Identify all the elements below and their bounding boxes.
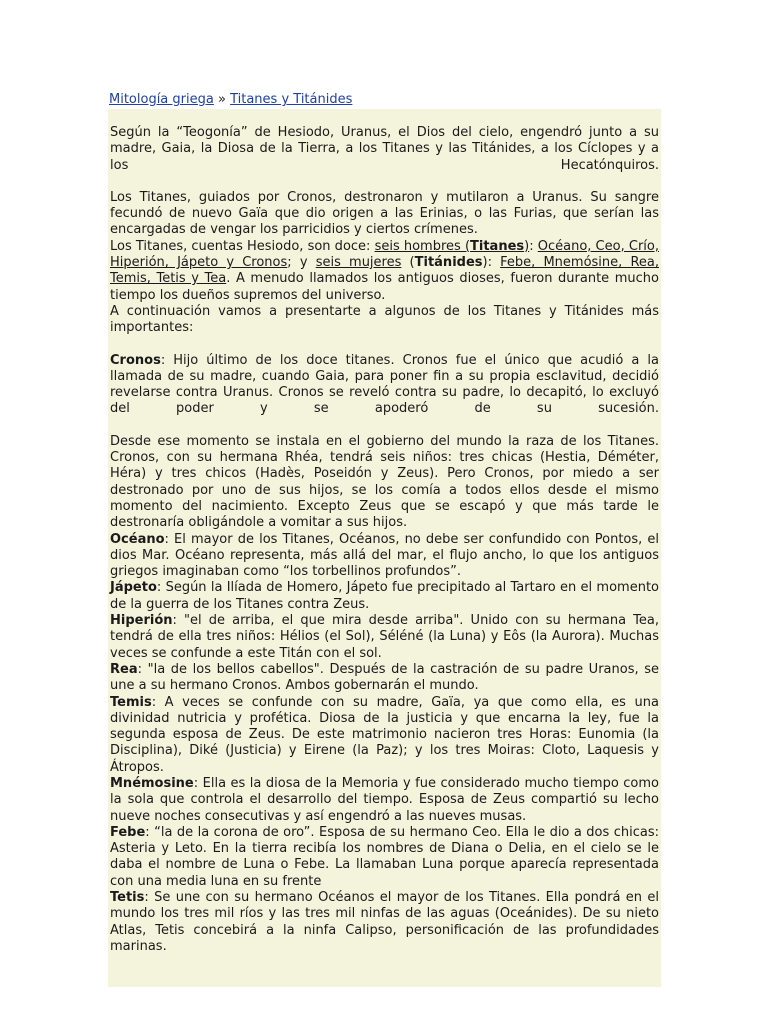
intro-paragraph-doce: Los Titanes, cuentas Hesiodo, son doce: seis hombres (Titanes): Océano, Ceo, Crío, Hiperión, Jápeto y Cronos; y seis mujeres (Titánides): Febe, Mnemósine, Rea, Temis, Tetis y Tea. A menudo llamados los antiguos dioses, fueron durante mucho tiempo los dueños supremos del universo. <box>110 238 659 303</box>
breadcrumb <box>109 91 352 109</box>
article-body <box>108 109 661 987</box>
entry-tetis: Tetis: Se une con su hermano Océanos el mayor de los Titanes. Ella pondrá en el mundo los tres mil ríos y las tres mil ninfas de las aguas (Oceánides). De su nieto Atlas, Tetis concebirá a la ninfa Calipso, personificación de las profundidades marinas. <box>110 890 659 954</box>
entry-cronos-continued: Desde ese momento se instala en el gobierno del mundo la raza de los Titanes. Cronos, con su hermana Rhéa, tendrá seis niños: tres chicas (Hestia, Déméter, Héra) y tres chicos (Hadès, Poseidón y Zeus). Pero Cronos, por miedo a ser destronado por uno de sus hijos, se los comía a todos ellos desde el mismo momento del nacimiento. Excepto Zeus que se escapó y que más tarde le destronaría obligándole a vomitar a sus hijos. <box>110 433 659 531</box>
seis-mujeres-link: seis mujeres <box>315 255 402 271</box>
entry-hiperion: Hiperión: "el de arriba, el que mira desde arriba". Unido con su hermana Tea, tendrá de ella tres niños: Hélios (el Sol), Séléné (la Luna) y Eôs (la Aurora). Muchas veces se confunde a este Titán con el sol. <box>110 613 659 661</box>
entry-oceano: Océano: El mayor de los Titanes, Océanos, no debe ser confundido con Pontos, el dios Mar. Océano representa, más allá del mar, el flujo ancho, lo que los antiguos griegos imaginaban como “los torbellinos profundos”. <box>110 531 659 580</box>
seis-hombres-link: seis hombres (Titanes) <box>374 238 530 254</box>
titanes-list: Océano, Ceo, Crío, Hiperión, Jápeto y Cronos <box>110 238 659 271</box>
breadcrumb-separator: » <box>217 92 226 107</box>
titanides-list: Febe, Mnemósine, Rea, Temis, Tetis y Tea <box>110 255 659 287</box>
entry-rea: Rea: "la de los bellos cabellos". Después de la castración de su padre Uranos, se une a su hermano Cronos. Ambos gobernarán el mundo. <box>110 661 659 694</box>
intro-paragraph: Según la “Teogonía” de Hesiodo, Uranus, el Dios del cielo, engendró junto a su madre, Gaia, la Diosa de la Tierra, a los Titanes y las Titánides, a los Cíclopes y a los Hecatónquiros. <box>110 125 659 173</box>
breadcrumb-link-mitologia[interactable]: Mitología griega <box>109 92 214 107</box>
entry-name: Cronos <box>110 352 161 368</box>
entry-mnemosine: Mnémosine: Ella es la diosa de la Memoria y fue considerado mucho tiempo como la sola que controla el desarrollo del tiempo. Esposa de Zeus compartió su lecho nueve noches consecutivas y así engendró a las nueves musas. <box>110 775 659 824</box>
entry-japeto: Jápeto: Según la Ilíada de Homero, Jápeto fue precipitado al Tartaro en el momento de la guerra de los Titanes contra Zeus. <box>110 580 659 612</box>
intro-paragraph-continuacion: A continuación vamos a presentarte a algunos de los Titanes y Titánides más importantes: <box>110 303 659 336</box>
intro-paragraph-titanes: Los Titanes, guiados por Cronos, destronaron y mutilaron a Uranus. Su sangre fecundó de nuevo Gaïa que dio origen a las Erinias, o las Furias, que serían las encargadas de vengar los parricidios y ciertos crímenes. <box>110 189 659 238</box>
entry-febe: Febe: “la de la corona de oro”. Esposa de su hermano Ceo. Ella le dio a dos chicas: Asteria y Leto. En la tierra recibía los nombres de Diana o Delia, en el cielo se le daba el nombre de Luna o Febe. La llamaban Luna porque aparecía representada con una media luna en su frente <box>110 824 659 889</box>
entry-temis: Temis: A veces se confunde con su madre, Gaïa, ya que como ella, es una divinidad nutricia y profética. Diosa de la justicia y que encarna la ley, fue la segunda esposa de Zeus. De este matrimonio nacieron tres Horas: Eunomia (la Disciplina), Diké (Justicia) y Eirene (la Paz); y los tres Moiras: Cloto, Laquesis y Átropos. <box>110 694 659 775</box>
breadcrumb-link-titanes[interactable]: Titanes y Titánides <box>230 92 353 107</box>
entry-cronos: Cronos: Hijo último de los doce titanes. Cronos fue el único que acudió a la llamada de su madre, cuando Gaia, para poner fin a su propia esclavitud, decidió revelarse contra Uranus. Cronos se reveló contra su padre, lo decapitó, lo excluyó del poder y se apoderó de su sucesión. <box>110 352 659 417</box>
